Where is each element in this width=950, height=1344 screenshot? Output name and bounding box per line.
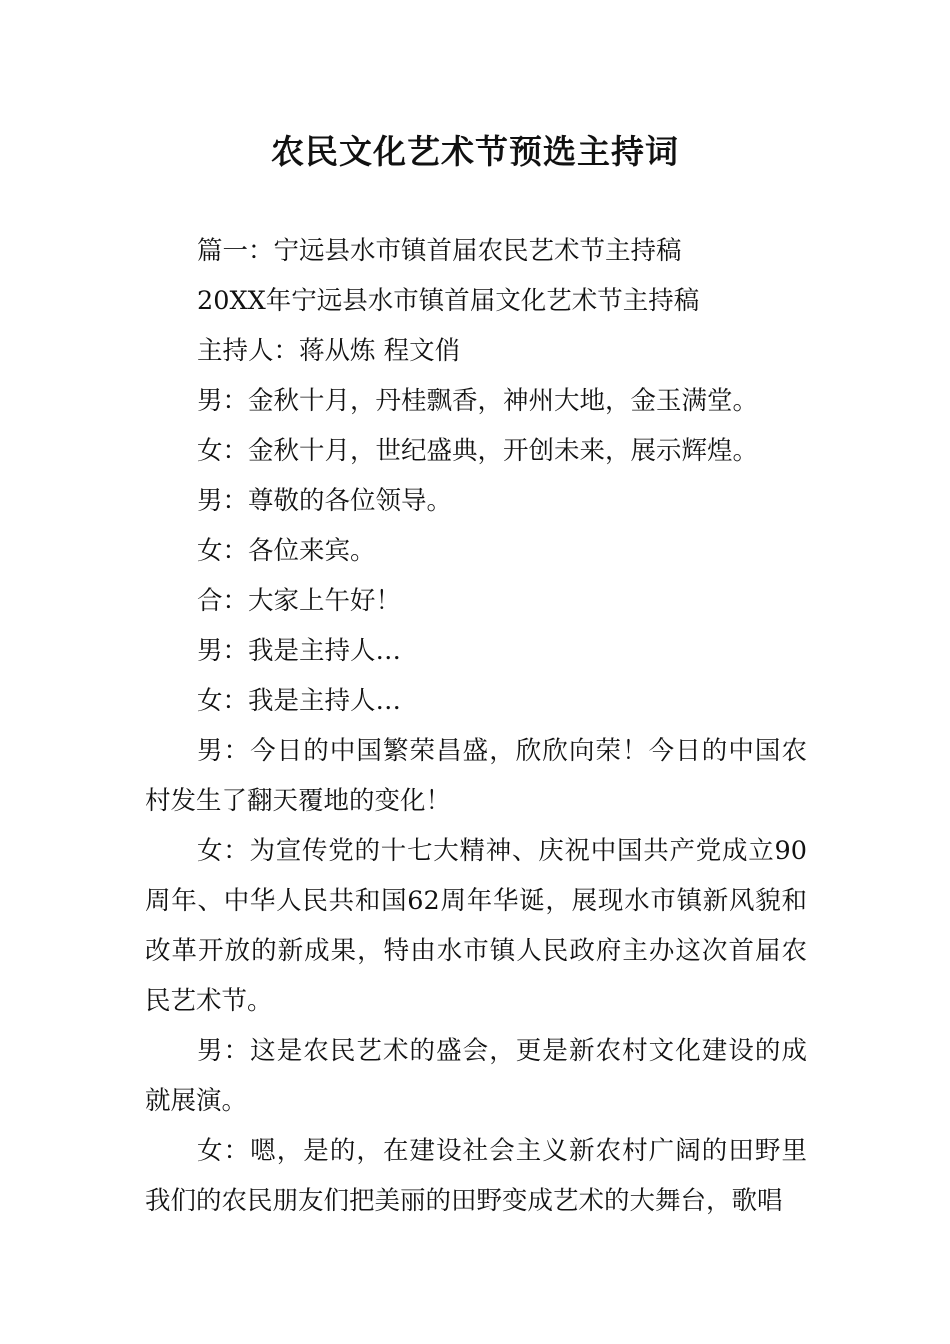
paragraph-dialogue: 男：今日的中国繁荣昌盛，欣欣向荣！今日的中国农村发生了翻天覆地的变化！ (145, 736, 807, 816)
paragraph-dialogue: 男：这是农民艺术的盛会，更是新农村文化建设的成就展演。 (145, 1036, 807, 1116)
paragraph-dialogue: 女：为宣传党的十七大精神、庆祝中国共产党成立90周年、中华人民共和国62周年华诞，展现水市镇新风貌和改革开放的新成果，特由水市镇人民政府主办这次首届农民艺术节。 (145, 836, 807, 1016)
paragraph-dialogue: 女：我是主持人… (197, 686, 402, 716)
paragraph-dialogue: 女：金秋十月，世纪盛典，开创未来，展示辉煌。 (197, 436, 759, 466)
paragraph-dialogue: 合：大家上午好！ (197, 586, 402, 616)
paragraph-script-title: 20XX年宁远县水市镇首届文化艺术节主持稿 (197, 286, 700, 316)
paragraph-dialogue: 女：嗯，是的，在建设社会主义新农村广阔的田野里我们的农民朋友们把美丽的田野变成艺术的大舞台，歌唱 (145, 1136, 807, 1216)
paragraph-dialogue: 男：尊敬的各位领导。 (197, 486, 453, 516)
document-title: 农民文化艺术节预选主持词 (271, 132, 679, 171)
document-body (145, 226, 807, 1226)
paragraph-dialogue: 女：各位来宾。 (197, 536, 376, 566)
paragraph-dialogue: 男：金秋十月，丹桂飘香，神州大地，金玉满堂。 (197, 386, 759, 416)
paragraph-dialogue: 男：我是主持人… (197, 636, 402, 666)
paragraph-section-heading: 篇一：宁远县水市镇首届农民艺术节主持稿 (197, 236, 682, 266)
paragraph-hosts: 主持人：蒋从炼 程文俏 (197, 336, 461, 366)
